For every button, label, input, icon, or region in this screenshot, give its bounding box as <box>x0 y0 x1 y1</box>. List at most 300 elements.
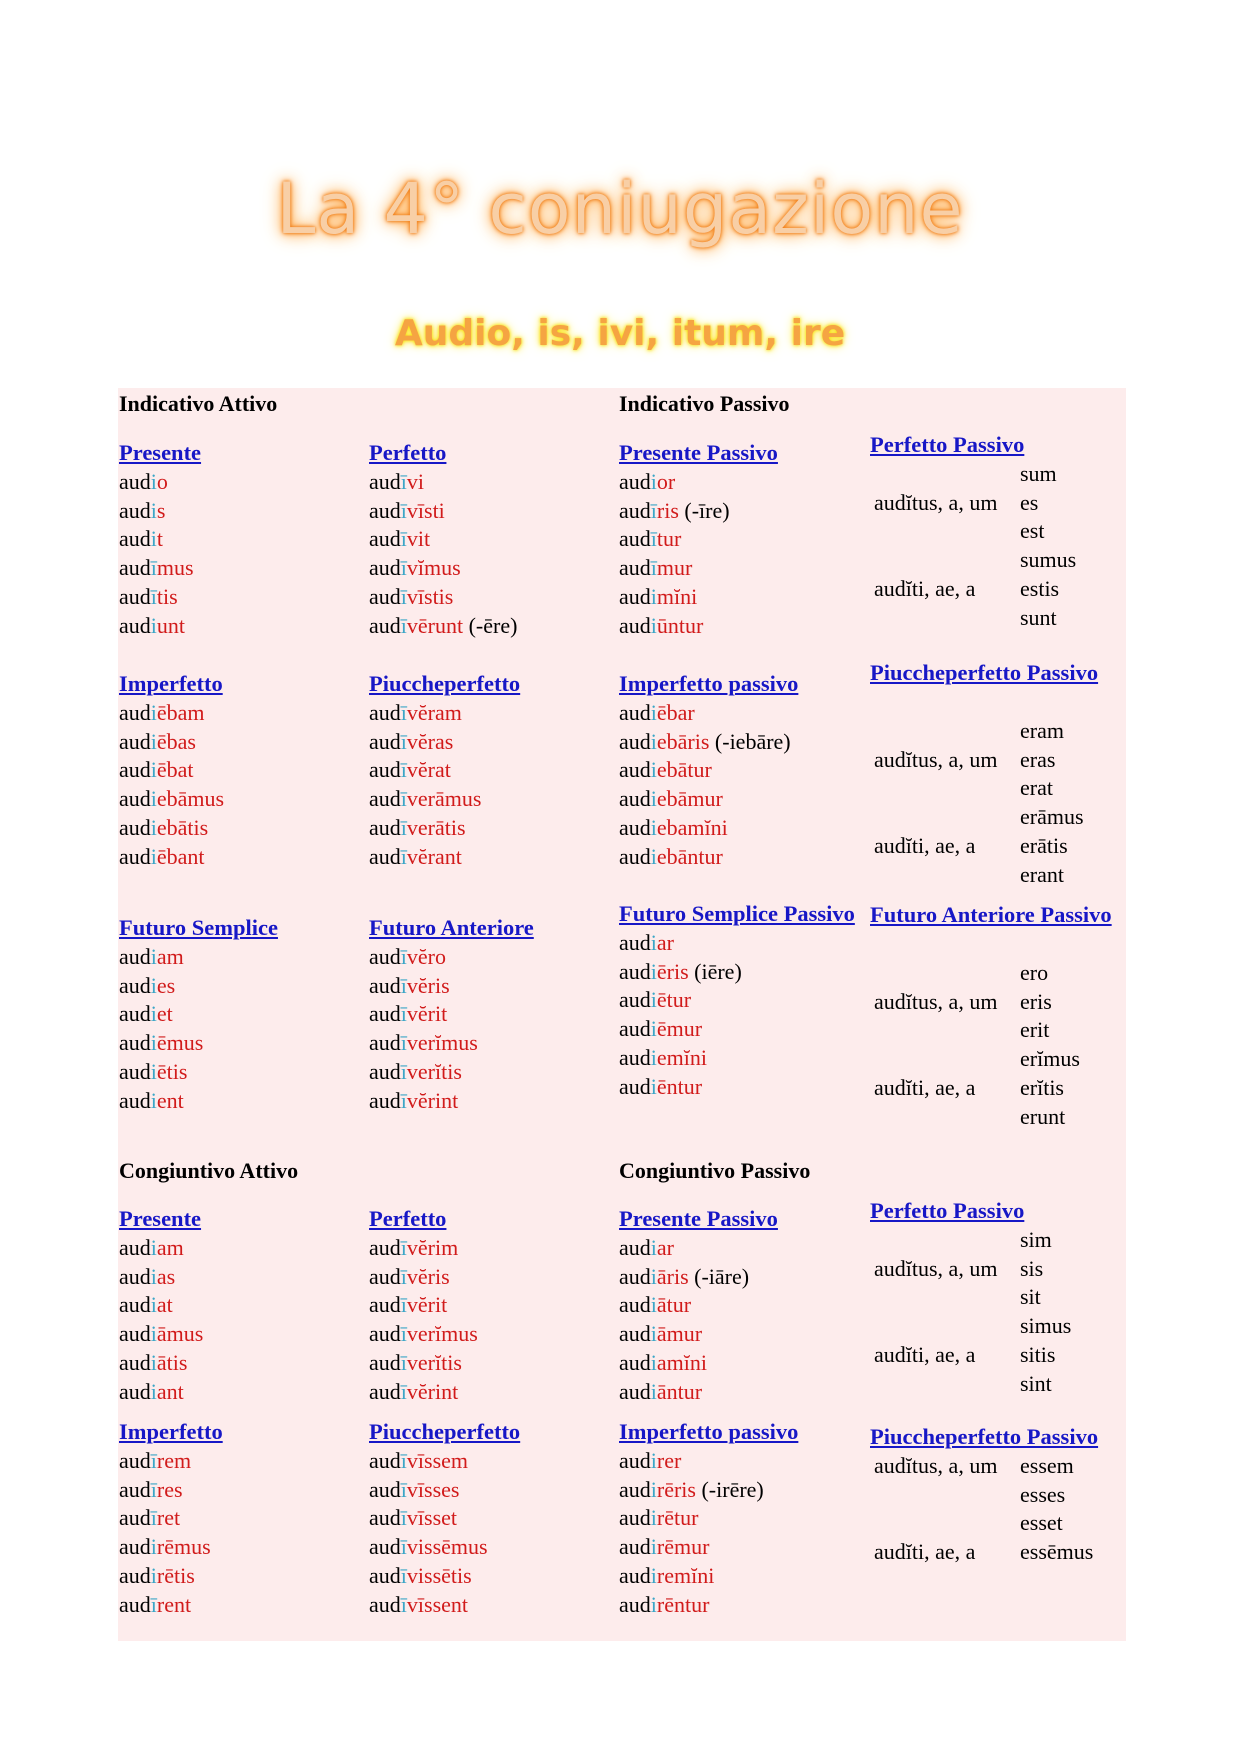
auxiliary-verb: es <box>1020 489 1039 515</box>
thematic-vowel: ī <box>400 468 407 494</box>
verb-form <box>369 497 609 526</box>
verb-form <box>619 1562 855 1591</box>
verb-stem: aud <box>619 1073 651 1099</box>
thematic-vowel: i <box>150 943 157 969</box>
verb-ending: ris <box>656 497 679 523</box>
alternate-form: (-irēre) <box>695 1476 764 1502</box>
thematic-vowel: i <box>650 843 657 869</box>
tense-block <box>119 914 359 1116</box>
verb-form <box>119 1000 359 1029</box>
thematic-vowel: i <box>150 972 157 998</box>
thematic-vowel: i <box>150 699 157 725</box>
tense-block <box>369 1205 609 1407</box>
verb-form <box>119 468 359 497</box>
thematic-vowel: ī <box>400 843 407 869</box>
verb-form <box>369 1504 609 1533</box>
auxiliary-verb: simus <box>1020 1313 1072 1339</box>
compound-forms <box>870 460 1116 637</box>
thematic-vowel: i <box>650 1073 657 1099</box>
alternate-form: (iēre) <box>688 958 742 984</box>
verb-ending: vīssem <box>406 1447 469 1473</box>
verb-form <box>119 943 359 972</box>
verb-ending: ēbat <box>156 757 194 783</box>
thematic-vowel: i <box>650 468 657 494</box>
thematic-vowel: i <box>650 728 657 754</box>
verb-ending: āris <box>656 1263 689 1289</box>
verb-form <box>369 756 609 785</box>
tense-block <box>369 1418 609 1620</box>
verb-ending: mus <box>156 555 194 581</box>
participle: audĭti, ae, a <box>874 1074 976 1100</box>
tense-block <box>119 1418 359 1620</box>
verb-stem: aud <box>119 1476 151 1502</box>
thematic-vowel: ī <box>400 757 407 783</box>
verb-form <box>619 1263 855 1292</box>
verb-form <box>369 943 609 972</box>
verb-stem: aud <box>369 943 401 969</box>
verb-stem: aud <box>119 1001 151 1027</box>
thematic-vowel: i <box>150 1030 157 1056</box>
thematic-vowel: ī <box>400 1591 407 1617</box>
verb-form <box>619 1504 855 1533</box>
auxiliary-verb: esses <box>1020 1481 1066 1507</box>
section-heading: Indicativo Attivo <box>119 391 278 416</box>
verb-stem: aud <box>119 699 151 725</box>
verb-form <box>619 814 855 843</box>
verb-ending: vĕram <box>406 699 462 725</box>
verb-stem: aud <box>119 526 151 552</box>
thematic-vowel: ī <box>400 1378 407 1404</box>
verb-form <box>619 1234 855 1263</box>
auxiliary-verb: estis <box>1020 575 1060 601</box>
verb-ending: o <box>156 468 168 494</box>
verb-form <box>369 785 609 814</box>
verb-stem: aud <box>369 699 401 725</box>
thematic-vowel: i <box>150 1058 157 1084</box>
verb-form <box>119 1291 359 1320</box>
participle: audĭtus, a, um <box>874 746 998 772</box>
verb-ending: vĕrint <box>406 1378 459 1404</box>
thematic-vowel: ī <box>150 1476 157 1502</box>
verb-form <box>119 1378 359 1407</box>
thematic-vowel: i <box>150 728 157 754</box>
verb-form <box>119 785 359 814</box>
verb-stem: aud <box>119 786 151 812</box>
thematic-vowel: ī <box>400 786 407 812</box>
verb-ending: vĕrit <box>406 1001 448 1027</box>
verb-ending: vĕrat <box>406 757 451 783</box>
auxiliary-verb: erant <box>1020 861 1064 887</box>
verb-stem: aud <box>369 786 401 812</box>
verb-form <box>119 1263 359 1292</box>
verb-form <box>619 699 855 728</box>
verb-ending: ēmur <box>656 1016 703 1042</box>
thematic-vowel: i <box>150 1263 157 1289</box>
verb-form <box>619 583 855 612</box>
verb-stem: aud <box>369 1562 401 1588</box>
verb-form <box>619 468 855 497</box>
thematic-vowel: ī <box>150 1447 157 1473</box>
verb-stem: aud <box>619 1447 651 1473</box>
verb-ending: unt <box>156 612 186 638</box>
verb-form <box>369 468 609 497</box>
auxiliary-verb: sint <box>1020 1370 1052 1396</box>
verb-form <box>369 699 609 728</box>
verb-stem: aud <box>369 728 401 754</box>
thematic-vowel: i <box>650 1562 657 1588</box>
verb-stem: aud <box>619 1476 651 1502</box>
thematic-vowel: ī <box>400 583 407 609</box>
participle: audĭti, ae, a <box>874 832 976 858</box>
verb-ending: ent <box>156 1087 184 1113</box>
verb-form <box>119 1320 359 1349</box>
verb-ending: am <box>156 943 184 969</box>
participle: audĭtus, a, um <box>874 988 998 1014</box>
verb-stem: aud <box>619 1263 651 1289</box>
verb-form <box>619 1320 855 1349</box>
thematic-vowel: ī <box>400 699 407 725</box>
verb-stem: aud <box>119 728 151 754</box>
verb-form <box>619 785 855 814</box>
thematic-vowel: ī <box>400 1087 407 1113</box>
thematic-vowel: ī <box>400 612 407 638</box>
verb-ending: amĭni <box>656 1349 707 1375</box>
verb-stem: aud <box>369 1378 401 1404</box>
tense-title-link[interactable]: Perfetto Passivo <box>870 1198 1025 1223</box>
verb-stem: aud <box>619 583 651 609</box>
thematic-vowel: i <box>150 612 157 638</box>
verb-form <box>369 554 609 583</box>
thematic-vowel: ī <box>400 1562 407 1588</box>
verb-form <box>619 1476 855 1505</box>
thematic-vowel: i <box>650 987 657 1013</box>
tense-title-link[interactable]: Futuro Semplice Passivo <box>619 901 855 926</box>
thematic-vowel: i <box>150 1562 157 1588</box>
tense-title-link[interactable]: Presente Passivo <box>619 440 778 465</box>
thematic-vowel: i <box>650 814 657 840</box>
verb-stem: aud <box>369 1534 401 1560</box>
verb-ending: vĕris <box>406 972 450 998</box>
verb-ending: ar <box>656 929 674 955</box>
thematic-vowel: ī <box>400 1476 407 1502</box>
verb-stem: aud <box>369 1505 401 1531</box>
verb-ending: mĭni <box>656 583 698 609</box>
verb-ending: rēris <box>656 1476 696 1502</box>
verb-ending: vĕrim <box>406 1234 459 1260</box>
section-heading: Indicativo Passivo <box>619 391 790 416</box>
thematic-vowel: i <box>150 1234 157 1260</box>
verb-ending: vĕrant <box>406 843 462 869</box>
conjugation-sheet <box>118 388 1126 1641</box>
verb-stem: aud <box>119 1087 151 1113</box>
verb-ending: res <box>156 1476 183 1502</box>
verb-stem: aud <box>369 468 401 494</box>
tense-block <box>369 914 609 1116</box>
verb-stem: aud <box>619 1292 651 1318</box>
verb-stem: aud <box>119 972 151 998</box>
verb-stem: aud <box>119 468 151 494</box>
compound-tense-block <box>870 431 1116 637</box>
tense-title-link[interactable]: Piuccheperfetto Passivo <box>870 660 1099 685</box>
verb-ending: vĕro <box>406 943 446 969</box>
compound-tense-block <box>870 1423 1116 1571</box>
verb-ending: vīsses <box>406 1476 460 1502</box>
verb-ending: āmur <box>656 1321 703 1347</box>
tense-title-link[interactable]: Futuro Anteriore Passivo <box>870 902 1112 927</box>
section-heading: Congiuntivo Attivo <box>119 1158 299 1183</box>
verb-stem: aud <box>619 1321 651 1347</box>
thematic-vowel: i <box>650 1349 657 1375</box>
verb-stem: aud <box>619 728 651 754</box>
thematic-vowel: ī <box>150 583 157 609</box>
auxiliary-verb: eras <box>1020 746 1056 772</box>
participle: audĭtus, a, um <box>874 489 998 515</box>
tense-title-link[interactable]: Imperfetto passivo <box>619 671 799 696</box>
verb-stem: aud <box>369 972 401 998</box>
verb-stem: aud <box>619 1349 651 1375</box>
verb-ending: rēmus <box>156 1534 211 1560</box>
thematic-vowel: i <box>150 497 157 523</box>
verb-stem: aud <box>119 1058 151 1084</box>
verb-ending: remĭni <box>656 1562 715 1588</box>
thematic-vowel: i <box>650 958 657 984</box>
verb-form <box>119 1476 359 1505</box>
thematic-vowel: ī <box>400 526 407 552</box>
verb-ending: vērunt <box>406 612 464 638</box>
verb-ending: verāmus <box>406 786 482 812</box>
thematic-vowel: ī <box>400 972 407 998</box>
thematic-vowel: i <box>150 786 157 812</box>
thematic-vowel: ī <box>650 555 657 581</box>
auxiliary-verb: eram <box>1020 717 1064 743</box>
thematic-vowel: i <box>650 1591 657 1617</box>
verb-stem: aud <box>119 1263 151 1289</box>
verb-stem: aud <box>119 1292 151 1318</box>
verb-stem: aud <box>369 555 401 581</box>
verb-ending: rent <box>156 1591 192 1617</box>
alternate-form: (-ēre) <box>463 612 518 638</box>
section-heading: Congiuntivo Passivo <box>619 1158 811 1183</box>
thematic-vowel: ī <box>400 1349 407 1375</box>
thematic-vowel: i <box>150 1087 157 1113</box>
auxiliary-verb: esset <box>1020 1510 1063 1536</box>
verb-ending: t <box>156 526 164 552</box>
verb-stem: aud <box>619 1044 651 1070</box>
auxiliary-verb: sumus <box>1020 547 1077 573</box>
thematic-vowel: i <box>650 1292 657 1318</box>
verb-stem: aud <box>619 814 651 840</box>
verb-stem: aud <box>119 1349 151 1375</box>
verb-form <box>369 1087 609 1116</box>
thematic-vowel: i <box>650 929 657 955</box>
verb-form <box>369 1263 609 1292</box>
verb-ending: vĕrint <box>406 1087 459 1113</box>
verb-stem: aud <box>619 929 651 955</box>
verb-ending: ēbam <box>156 699 205 725</box>
thematic-vowel: i <box>650 1234 657 1260</box>
verb-form <box>619 497 855 526</box>
verb-ending: or <box>656 468 676 494</box>
verb-ending: ebāmus <box>156 786 225 812</box>
thematic-vowel: ī <box>400 1234 407 1260</box>
tense-title-link[interactable]: Presente Passivo <box>619 1206 778 1231</box>
verb-stem: aud <box>369 1447 401 1473</box>
tense-block <box>369 439 609 641</box>
tense-title-link[interactable]: Futuro Semplice <box>119 915 278 940</box>
verb-ending: ēbar <box>656 699 695 725</box>
verb-form <box>369 1562 609 1591</box>
verb-ending: verĭtis <box>406 1349 462 1375</box>
verb-form <box>119 1591 359 1620</box>
thematic-vowel: i <box>150 843 157 869</box>
tense-title-link[interactable]: Imperfetto <box>119 1419 223 1444</box>
verb-stem: aud <box>619 843 651 869</box>
tense-block <box>619 1418 855 1620</box>
thematic-vowel: i <box>650 1476 657 1502</box>
verb-ending: vĕrit <box>406 1292 448 1318</box>
verb-ending: am <box>156 1234 184 1260</box>
verb-ending: rēmur <box>656 1534 710 1560</box>
verb-form <box>369 1476 609 1505</box>
verb-ending: vīsset <box>406 1505 458 1531</box>
tense-block <box>119 1205 359 1407</box>
verb-stem: aud <box>119 1505 151 1531</box>
thematic-vowel: ī <box>400 1534 407 1560</box>
thematic-vowel: ī <box>400 1263 407 1289</box>
verb-stem: aud <box>619 1562 651 1588</box>
verb-form <box>369 1447 609 1476</box>
thematic-vowel: i <box>650 757 657 783</box>
auxiliary-verb: erit <box>1020 1017 1050 1043</box>
tense-title-link[interactable]: Piuccheperfetto <box>369 1419 521 1444</box>
verb-ending: vissētis <box>406 1562 472 1588</box>
verb-form <box>619 1591 855 1620</box>
tense-title-link[interactable]: Perfetto <box>369 1206 447 1231</box>
verb-form <box>369 1291 609 1320</box>
verb-form <box>369 525 609 554</box>
verb-form <box>369 1058 609 1087</box>
thematic-vowel: ī <box>150 555 157 581</box>
verb-ending: ebātis <box>156 814 209 840</box>
auxiliary-verb: sim <box>1020 1226 1052 1252</box>
participle: audĭti, ae, a <box>874 1539 976 1565</box>
thematic-vowel: i <box>150 757 157 783</box>
thematic-vowel: i <box>150 1292 157 1318</box>
thematic-vowel: i <box>150 1349 157 1375</box>
verb-ending: et <box>156 1001 173 1027</box>
auxiliary-verb: sis <box>1020 1255 1044 1281</box>
verb-stem: aud <box>369 497 401 523</box>
verb-ending: mur <box>656 555 693 581</box>
compound-tense-block <box>870 659 1116 894</box>
tense-block <box>119 670 359 872</box>
tense-title-link[interactable]: Imperfetto <box>119 671 223 696</box>
tense-title-link[interactable]: Perfetto <box>369 440 447 465</box>
tense-block <box>119 439 359 641</box>
tense-title-link[interactable]: Perfetto Passivo <box>870 432 1025 457</box>
thematic-vowel: i <box>650 1016 657 1042</box>
verb-stem: aud <box>119 843 151 869</box>
tense-title-link[interactable]: Piuccheperfetto <box>369 671 521 696</box>
verb-form <box>119 814 359 843</box>
verb-stem: aud <box>619 497 651 523</box>
tense-title-link[interactable]: Futuro Anteriore <box>369 915 534 940</box>
verb-form <box>369 972 609 1001</box>
verb-form <box>619 1015 855 1044</box>
tense-title-link[interactable]: Imperfetto passivo <box>619 1419 799 1444</box>
verb-ending: ēntur <box>656 1073 703 1099</box>
verb-form <box>619 986 855 1015</box>
verb-form <box>119 1058 359 1087</box>
verb-stem: aud <box>369 1001 401 1027</box>
thematic-vowel: ī <box>400 728 407 754</box>
auxiliary-verb: sitis <box>1020 1341 1056 1367</box>
thematic-vowel: ī <box>400 1030 407 1056</box>
thematic-vowel: i <box>650 1321 657 1347</box>
verb-stem: aud <box>119 1378 151 1404</box>
verb-form <box>119 972 359 1001</box>
verb-ending: āmus <box>156 1321 204 1347</box>
verb-stem: aud <box>369 526 401 552</box>
thematic-vowel: i <box>650 1263 657 1289</box>
tense-title-link[interactable]: Presente <box>119 1206 202 1231</box>
verb-form <box>369 728 609 757</box>
verb-form <box>119 554 359 583</box>
tense-title-link[interactable]: Presente <box>119 440 202 465</box>
thematic-vowel: ī <box>400 943 407 969</box>
compound-tense-block <box>870 1197 1116 1403</box>
verb-stem: aud <box>369 1030 401 1056</box>
thematic-vowel: i <box>150 526 157 552</box>
participle: audĭti, ae, a <box>874 1341 976 1367</box>
verb-ending: rētur <box>656 1505 699 1531</box>
verb-ending: verĭmus <box>406 1030 478 1056</box>
verb-stem: aud <box>119 497 151 523</box>
verb-stem: aud <box>119 583 151 609</box>
verb-stem: aud <box>369 612 401 638</box>
verb-form <box>369 1000 609 1029</box>
verb-stem: aud <box>619 786 651 812</box>
verb-form <box>619 958 855 987</box>
thematic-vowel: ī <box>400 497 407 523</box>
thematic-vowel: ī <box>400 814 407 840</box>
verb-form <box>369 843 609 872</box>
thematic-vowel: i <box>150 1378 157 1404</box>
verb-stem: aud <box>119 1534 151 1560</box>
verb-form <box>619 525 855 554</box>
verb-form <box>619 1044 855 1073</box>
verb-stem: aud <box>619 958 651 984</box>
verb-stem: aud <box>619 1378 651 1404</box>
verb-ending: verātis <box>406 814 466 840</box>
verb-ending: ātis <box>156 1349 188 1375</box>
thematic-vowel: i <box>150 814 157 840</box>
verb-ending: rer <box>656 1447 682 1473</box>
thematic-vowel: ī <box>400 1292 407 1318</box>
verb-stem: aud <box>619 1505 651 1531</box>
verb-form <box>619 1378 855 1407</box>
tense-title-link[interactable]: Piuccheperfetto Passivo <box>870 1424 1099 1449</box>
auxiliary-verb: essēmus <box>1020 1539 1094 1565</box>
verb-ending: ant <box>156 1378 184 1404</box>
verb-stem: aud <box>619 468 651 494</box>
participle: audĭtus, a, um <box>874 1255 998 1281</box>
verb-stem: aud <box>369 843 401 869</box>
tense-block <box>369 670 609 872</box>
verb-ending: ebāntur <box>656 843 723 869</box>
auxiliary-verb: sum <box>1020 460 1057 486</box>
compound-tense-block <box>870 901 1116 1136</box>
